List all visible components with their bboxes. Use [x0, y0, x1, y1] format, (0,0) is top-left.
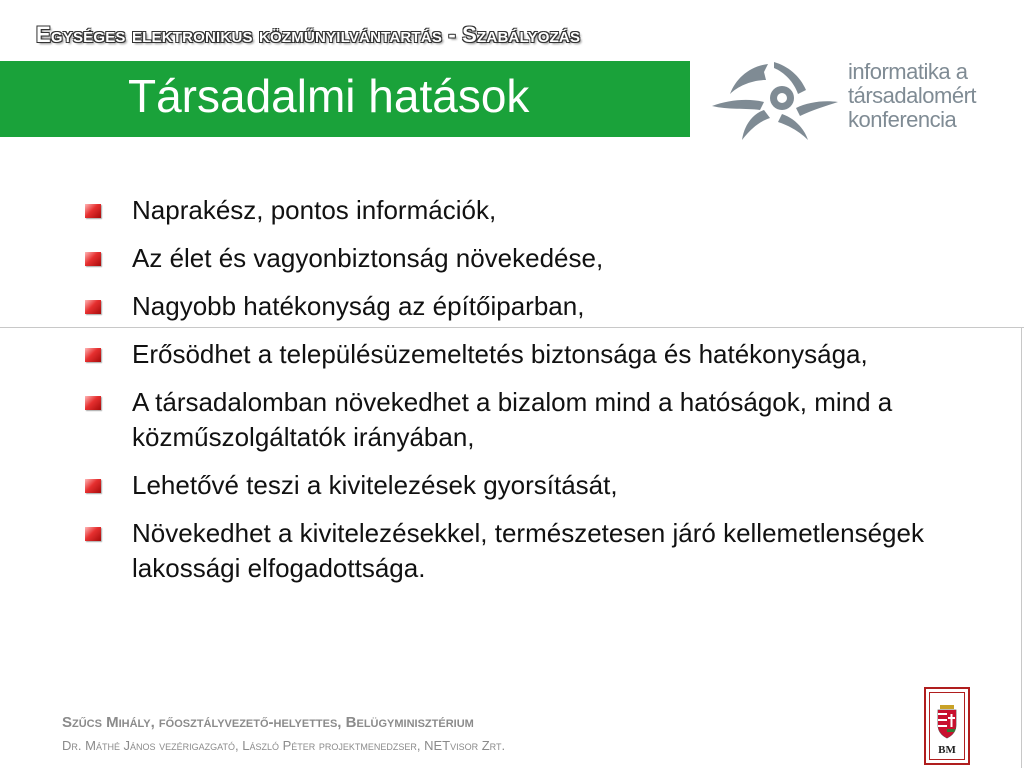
logo-text-line: informatika a: [848, 59, 968, 84]
footer-presenter: Szűcs Mihály, főosztályvezető-helyettes, Belügyminisztérium: [62, 714, 474, 731]
bullet-text: Erősödhet a településüzemeltetés biztonsága és hatékonysága,: [132, 339, 868, 369]
bullet-square-icon: [85, 204, 101, 218]
bullet-text: Az élet és vagyonbiztonság növekedése,: [132, 243, 604, 273]
footer-credits: Dr. Máthé János vezérigazgató, László Péter projektmenedzser, NETvisor Zrt.: [62, 738, 506, 753]
presentation-super-title: Egységes elektronikus közműnyilvántartás - Szabályozás: [36, 22, 581, 47]
conference-logo-text: [848, 60, 1018, 132]
title-bar: [0, 61, 690, 137]
list-item: [132, 385, 972, 455]
bullet-square-icon: [85, 300, 101, 314]
list-item: [132, 193, 972, 228]
list-item: [132, 516, 972, 586]
bullet-square-icon: [85, 479, 101, 493]
slide-body: [0, 193, 1000, 599]
crest-label: BM: [938, 744, 956, 756]
list-item: [132, 337, 972, 372]
logo-text-line: konferencia: [848, 107, 957, 132]
ministry-crest: [924, 687, 970, 765]
bullet-text: Növekedhet a kivitelezésekkel, természetesen járó kellemetlenségek lakossági elfogadottsága.: [132, 518, 924, 583]
slide-title: Társadalmi hatások: [128, 70, 530, 122]
bullet-square-icon: [85, 396, 101, 410]
bullet-text: Nagyobb hatékonyság az építőiparban,: [132, 291, 585, 321]
bullet-text: A társadalomban növekedhet a bizalom mind a hatóságok, mind a közműszolgáltatók irányában,: [132, 387, 893, 452]
bullet-square-icon: [85, 527, 101, 541]
slide-footer: [62, 713, 505, 755]
bullet-list: [0, 193, 1000, 586]
list-item: [132, 289, 972, 324]
bullet-square-icon: [85, 348, 101, 362]
bullet-text: Lehetővé teszi a kivitelezések gyorsítását,: [132, 470, 618, 500]
logo-text-line: társadalomért: [848, 83, 977, 108]
list-item: [132, 241, 972, 276]
bullet-square-icon: [85, 252, 101, 266]
hungarian-coat-of-arms-icon: [926, 695, 968, 741]
frame-divider-vertical: [1021, 327, 1022, 768]
bullet-text: Naprakész, pontos információk,: [132, 195, 497, 225]
list-item: [132, 468, 972, 503]
